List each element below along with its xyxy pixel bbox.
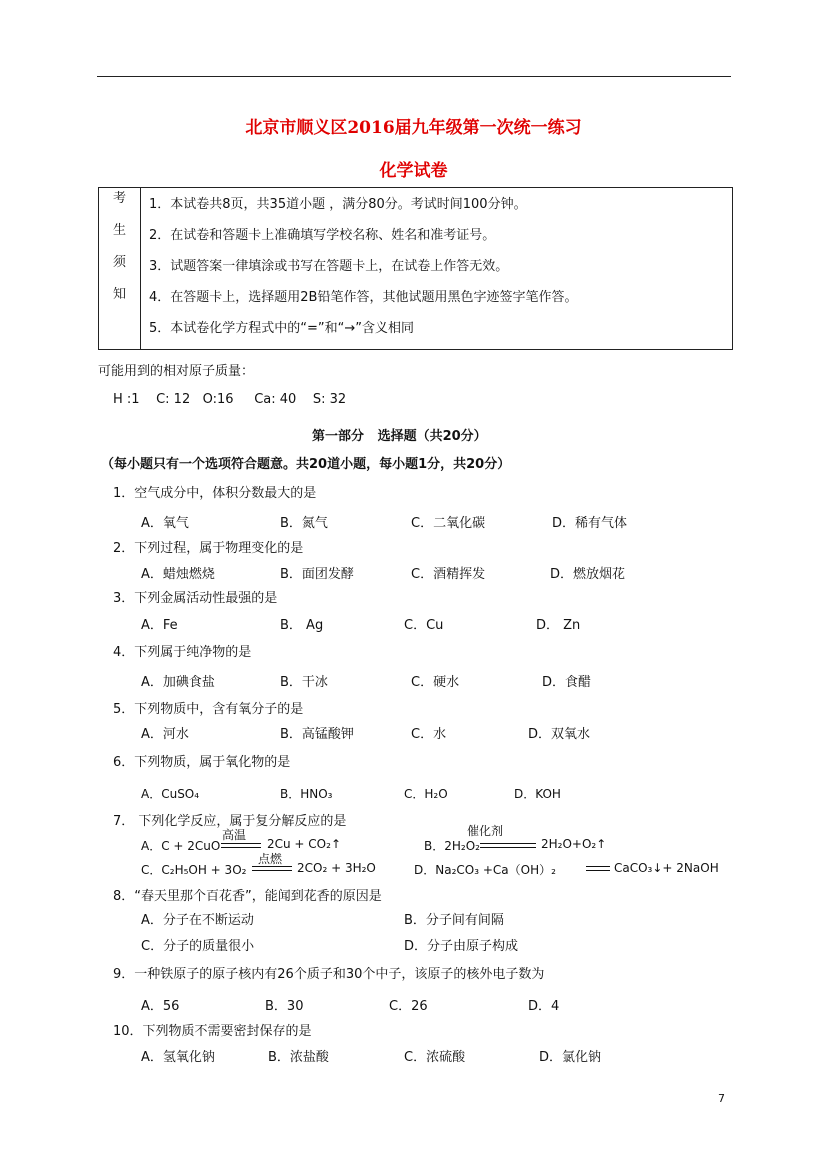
exam-subtitle: 化学试卷 <box>379 161 448 181</box>
notice-item: 3．试题答案一律填涂或书写在答题卡上，在试卷上作答无效。 <box>149 259 509 274</box>
part1-instruction: （每小题只有一个选项符合题意。共20道小题，每小题1分，共20分） <box>101 457 511 472</box>
option: C．26 <box>389 999 428 1014</box>
option: A．氢氧化钠 <box>141 1050 215 1065</box>
double-arrow-line <box>221 843 261 848</box>
notice-side-char: 知 <box>112 287 126 302</box>
option: C．酒精挥发 <box>411 567 486 582</box>
part1-heading: 第一部分 选择题（共20分） <box>312 429 487 444</box>
option: B． Ag <box>280 618 324 633</box>
option: A．56 <box>141 999 180 1014</box>
question-stem: 7． 下列化学反应，属于复分解反应的是 <box>113 814 347 829</box>
option: B．30 <box>265 999 304 1014</box>
option: C．浓硫酸 <box>404 1050 466 1065</box>
option: D．KOH <box>514 787 561 801</box>
question-stem: 5．下列物质中，含有氧分子的是 <box>113 702 304 717</box>
reaction-condition: 催化剂 <box>467 824 504 838</box>
option: C．水 <box>411 727 447 742</box>
option: B．高锰酸钾 <box>280 727 354 742</box>
option: B．浓盐酸 <box>268 1050 329 1065</box>
option: C．硬水 <box>411 675 460 690</box>
header-rule <box>97 76 731 77</box>
notice-items <box>141 188 733 350</box>
double-arrow-line <box>480 843 536 848</box>
notice-side-char: 须 <box>112 255 126 270</box>
option-rhs: 2CO₂ + 3H₂O <box>297 861 376 875</box>
notice-item: 4．在答题卡上，选择题用2B铅笔作答，其他试题用黑色字迹签字笔作答。 <box>149 290 578 305</box>
notice-item: 1．本试卷共8页，共35道小题 ，满分80分。考试时间100分钟。 <box>149 197 527 212</box>
option: A．加碘食盐 <box>141 675 215 690</box>
option: A．分子在不断运动 <box>141 913 254 928</box>
option: B．2H₂O₂ <box>424 839 480 853</box>
option: D．氯化钠 <box>539 1050 602 1065</box>
question-stem: 3．下列金属活动性最强的是 <box>113 591 278 606</box>
option-rhs: CaCO₃↓+ 2NaOH <box>614 861 719 875</box>
notice-side-label <box>99 188 141 350</box>
option: D．Na₂CO₃ +Ca（OH）₂ <box>414 863 556 877</box>
option: D．食醋 <box>542 675 592 690</box>
option: C．Cu <box>404 618 444 633</box>
question-stem: 4．下列属于纯净物的是 <box>113 645 252 660</box>
option: A．CuSO₄ <box>141 787 200 801</box>
option: C．C₂H₅OH + 3O₂ <box>141 863 247 877</box>
option: A．Fe <box>141 618 178 633</box>
option: D．稀有气体 <box>552 516 628 531</box>
option: D．双氧水 <box>528 727 591 742</box>
option-rhs: 2Cu + CO₂↑ <box>267 837 341 851</box>
question-stem: 10．下列物质不需要密封保存的是 <box>113 1024 312 1039</box>
question-stem: 9．一种铁原子的原子核内有26个质子和30个中子，该原子的核外电子数为 <box>113 967 545 982</box>
notice-item: 2．在试卷和答题卡上准确填写学校名称、姓名和准考证号。 <box>149 228 496 243</box>
question-stem: 6．下列物质，属于氧化物的是 <box>113 755 291 770</box>
option: B．氮气 <box>280 516 328 531</box>
option: B．分子间有间隔 <box>404 913 504 928</box>
double-arrow-line <box>252 866 292 871</box>
notice-item: 5．本试卷化学方程式中的“=”和“→”含义相同 <box>149 321 414 336</box>
notice-table <box>98 187 733 350</box>
question-stem: 2．下列过程，属于物理变化的是 <box>113 541 304 556</box>
option: A．蜡烛燃烧 <box>141 567 215 582</box>
option: A．C + 2CuO <box>141 839 221 853</box>
option: B．面团发酵 <box>280 567 354 582</box>
notice-side-char: 生 <box>112 223 126 238</box>
question-stem: 1．空气成分中，体积分数最大的是 <box>113 486 317 501</box>
option: C．H₂O <box>404 787 448 801</box>
option: D． Zn <box>536 618 581 633</box>
option: D．4 <box>528 999 560 1014</box>
reaction-condition: 高温 <box>222 828 247 842</box>
exam-title: 北京市顺义区2016届九年级第一次统一练习 <box>245 118 582 138</box>
option: A．河水 <box>141 727 189 742</box>
page-number: 7 <box>718 1092 725 1105</box>
reaction-condition: 点燃 <box>258 852 283 866</box>
question-stem: 8．“春天里那个百花香”，能闻到花香的原因是 <box>113 889 382 904</box>
option-rhs: 2H₂O+O₂↑ <box>541 837 607 851</box>
option: B．HNO₃ <box>280 787 333 801</box>
notice-side-char: 考 <box>112 191 126 206</box>
option: A．氧气 <box>141 516 189 531</box>
atomic-mass-label: 可能用到的相对原子质量： <box>98 364 255 379</box>
option: C．二氧化碳 <box>411 516 486 531</box>
option: D．燃放烟花 <box>550 567 626 582</box>
atomic-mass-values: H :1 C: 12 O:16 Ca: 40 S: 32 <box>113 392 347 407</box>
option: C．分子的质量很小 <box>141 939 255 954</box>
double-arrow-line <box>586 866 610 871</box>
option: B．干冰 <box>280 675 328 690</box>
option: D．分子由原子构成 <box>404 939 519 954</box>
